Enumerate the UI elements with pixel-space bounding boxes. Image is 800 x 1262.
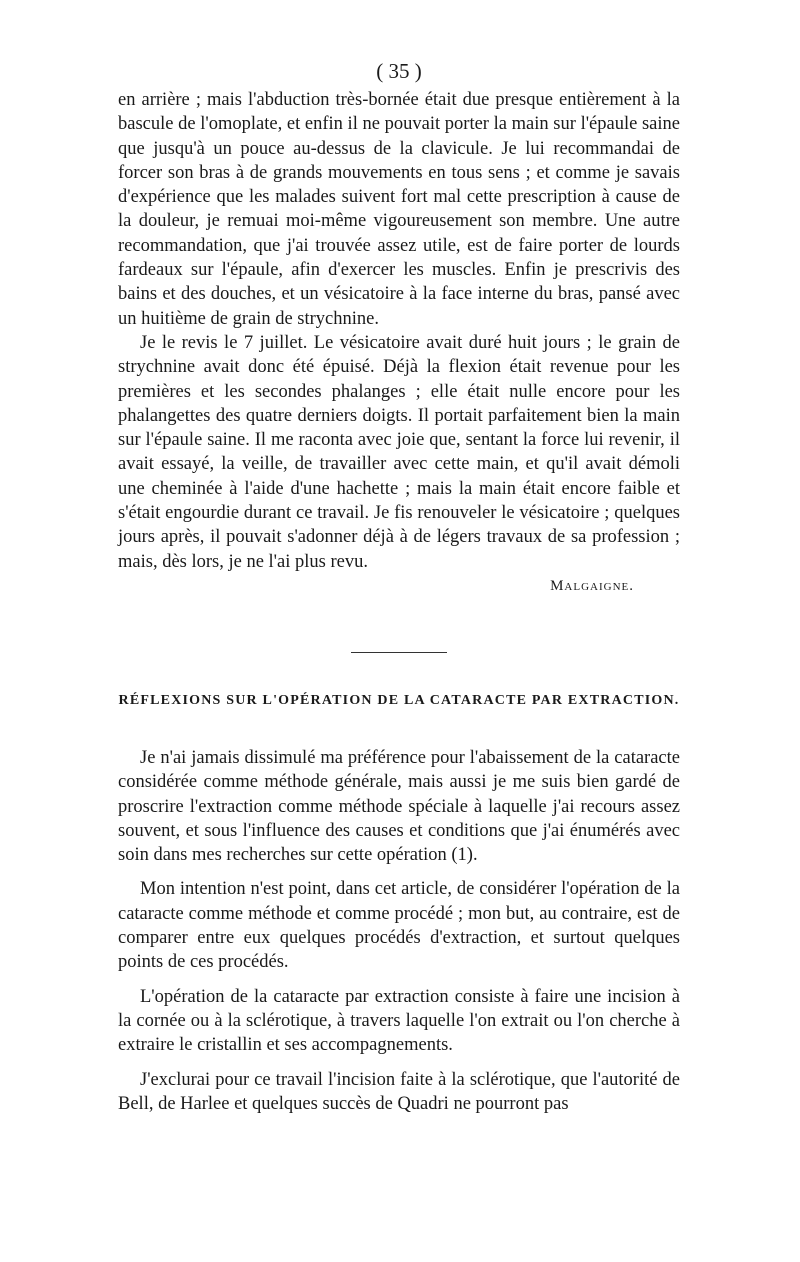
document-page [118, 58, 680, 1116]
divider-rule [351, 652, 447, 653]
section-divider [118, 640, 680, 658]
paragraph-exclusion: J'exclurai pour ce travail l'incision faite à la sclérotique, que l'autorité de Bell, de Harlee et quelques succès de Quadri ne pourront pas [118, 1069, 680, 1114]
paragraph-continuation: en arrière ; mais l'abduction très-bornée était due presque entièrement à la bascule de l'omoplate, et enfin il ne pouvait porter la main sur l'épaule saine que jusqu'à un pouce au-dessus de la clavicule. Je lui recommandai de forcer son bras à de grands mouvements en tous sens ; et comme je savais d'expérience que les malades suivent fort mal cette prescription à cause de la douleur, je remuai moi-même vigoureusement son membre. Une autre recommandation, que j'ai trouvée assez utile, est de faire porter de lourds fardeaux sur l'épaule, afin d'exercer les muscles. Enfin je prescrivis des bains et des douches, et un vésicatoire à la face interne du bras, pansé avec un huitième de grain de strychnine. [118, 90, 680, 329]
paragraph-definition: L'opération de la cataracte par extraction consiste à faire une incision à la cornée ou à la sclérotique, à travers laquelle l'on extrait ou l'on cherche à extraire le cristallin et ses accompagnements. [118, 986, 680, 1056]
section-heading: RÉFLEXIONS SUR L'OPÉRATION DE LA CATARACTE PAR EXTRACTION. [118, 692, 680, 708]
paragraph-intention: Mon intention n'est point, dans cet article, de considérer l'opération de la cataracte comme méthode et comme procédé ; mon but, au contraire, est de comparer entre eux quelques procédés d'extraction, et surtout quelques points de ces procédés. [118, 879, 680, 973]
page-number: ( 35 ) [376, 59, 422, 83]
paragraph-preference: Je n'ai jamais dissimulé ma préférence pour l'abaissement de la cataracte considérée comme méthode générale, mais aussi je me suis bien gardé de proscrire l'extraction comme méthode spéciale à laquelle j'ai recours assez souvent, et sous l'influence des causes et conditions que j'ai énumérés avec soin dans mes recherches sur cette opération (1). [118, 747, 680, 866]
paragraph-followup-visit: Je le revis le 7 juillet. Le vésicatoire avait duré huit jours ; le grain de strychnine avait donc été épuisé. Déjà la flexion était revenue pour les premières et les secondes phalanges ; elle était nulle encore pour les phalangettes des quatre derniers doigts. Il portait parfaitement bien la main sur l'épaule saine. Il me raconta avec joie que, sentant la force lui revenir, il avait essayé, la veille, de travailler avec cette main, et qu'il avait démoli une cheminée à l'aide d'une hachette ; mais la main était encore faible et s'était engourdie durant ce travail. Je fis renouveler le vésicatoire ; quelques jours après, il pouvait s'adonner déjà à de légers travaux de sa profession ; mais, dès lors, je ne l'ai plus revu. [118, 332, 680, 572]
author-signature: Malgaigne. [550, 577, 634, 594]
